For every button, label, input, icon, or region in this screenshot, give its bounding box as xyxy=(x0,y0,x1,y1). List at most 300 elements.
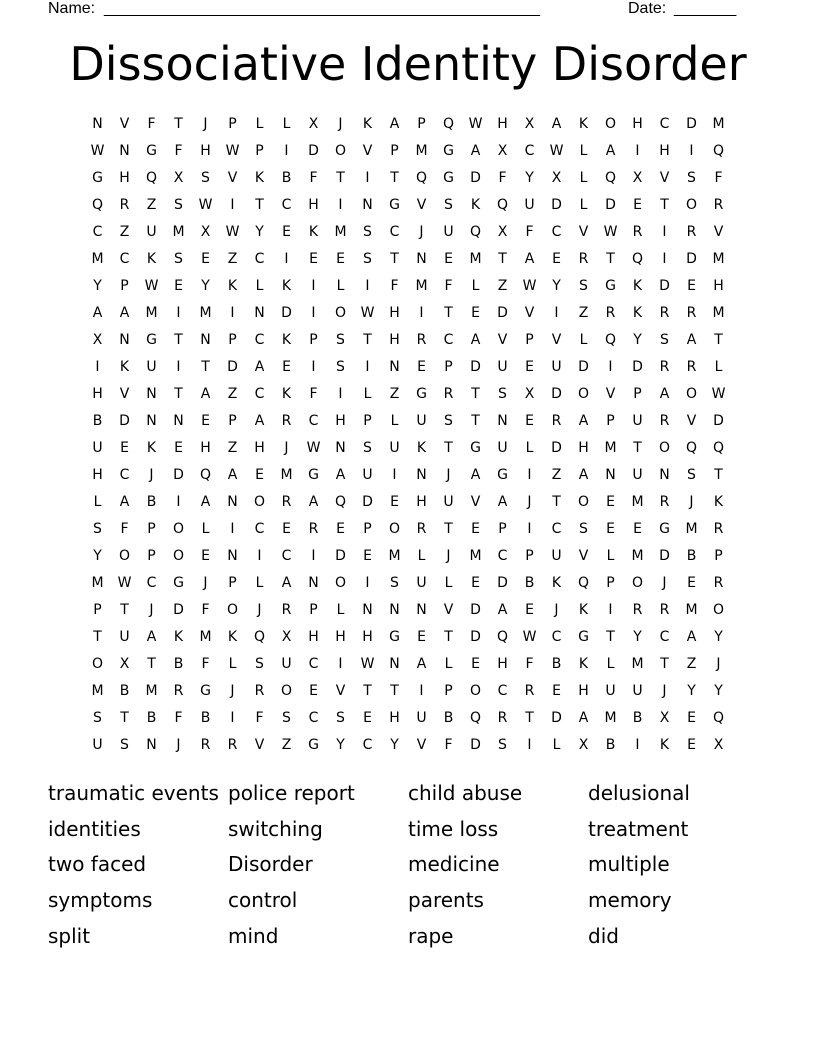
grid-letter[interactable]: S xyxy=(444,197,453,213)
grid-letter[interactable]: R xyxy=(497,710,508,726)
grid-letter[interactable]: L xyxy=(444,575,453,591)
grid-letter[interactable]: C xyxy=(92,224,103,240)
grid-letter[interactable]: Y xyxy=(93,548,102,564)
grid-letter[interactable]: P xyxy=(714,548,723,564)
grid-letter[interactable]: Y xyxy=(714,683,723,699)
grid-letter[interactable]: J xyxy=(716,656,721,672)
name-field[interactable]: _________________________________________________ xyxy=(104,0,541,17)
grid-letter[interactable]: D xyxy=(659,278,670,294)
grid-letter[interactable]: D xyxy=(173,602,184,618)
grid-letter[interactable]: R xyxy=(281,494,292,510)
grid-letter[interactable]: F xyxy=(498,170,507,186)
grid-letter[interactable]: I xyxy=(230,305,235,321)
grid-letter[interactable]: T xyxy=(444,629,453,645)
grid-letter[interactable]: T xyxy=(660,197,669,213)
grid-letter[interactable]: D xyxy=(551,197,562,213)
grid-letter[interactable]: I xyxy=(635,143,640,159)
grid-letter[interactable]: H xyxy=(578,440,589,456)
grid-letter[interactable]: I xyxy=(662,251,667,267)
grid-letter[interactable]: G xyxy=(443,170,454,186)
grid-letter[interactable]: Y xyxy=(552,278,561,294)
grid-letter[interactable]: U xyxy=(605,683,616,699)
grid-letter[interactable]: S xyxy=(336,332,345,348)
grid-letter[interactable]: T xyxy=(444,521,453,537)
grid-letter[interactable]: Q xyxy=(685,440,698,456)
grid-letter[interactable]: G xyxy=(416,386,427,402)
grid-letter[interactable]: Q xyxy=(604,332,617,348)
grid-letter[interactable]: V xyxy=(470,494,481,510)
grid-letter[interactable]: F xyxy=(255,710,264,726)
grid-letter[interactable]: Z xyxy=(686,656,697,672)
grid-letter[interactable]: J xyxy=(689,494,694,510)
grid-letter[interactable]: G xyxy=(605,278,616,294)
grid-letter[interactable]: Q xyxy=(199,467,212,483)
grid-letter[interactable]: L xyxy=(579,170,588,186)
grid-letter[interactable]: Q xyxy=(145,170,158,186)
grid-letter[interactable]: M xyxy=(469,251,482,267)
grid-letter[interactable]: C xyxy=(551,629,562,645)
grid-letter[interactable]: M xyxy=(415,278,428,294)
grid-letter[interactable]: S xyxy=(579,278,588,294)
grid-letter[interactable]: E xyxy=(336,521,345,537)
grid-letter[interactable]: Q xyxy=(496,197,509,213)
grid-letter[interactable]: N xyxy=(227,494,238,510)
grid-letter[interactable]: Y xyxy=(255,224,264,240)
grid-letter[interactable]: U xyxy=(443,494,454,510)
grid-letter[interactable]: S xyxy=(363,224,372,240)
grid-letter[interactable]: D xyxy=(362,494,373,510)
grid-letter[interactable]: T xyxy=(120,602,129,618)
grid-letter[interactable]: D xyxy=(119,413,130,429)
grid-letter[interactable]: D xyxy=(551,386,562,402)
grid-letter[interactable]: U xyxy=(416,575,427,591)
grid-letter[interactable]: P xyxy=(606,575,615,591)
grid-letter[interactable]: K xyxy=(308,224,319,240)
grid-letter[interactable]: V xyxy=(362,143,373,159)
grid-letter[interactable]: R xyxy=(416,332,427,348)
grid-letter[interactable]: U xyxy=(551,359,562,375)
grid-letter[interactable]: C xyxy=(659,116,670,132)
grid-letter[interactable]: O xyxy=(334,143,347,159)
grid-letter[interactable]: M xyxy=(685,521,698,537)
grid-letter[interactable]: P xyxy=(309,332,318,348)
grid-letter[interactable]: U xyxy=(443,224,454,240)
grid-letter[interactable]: E xyxy=(552,683,561,699)
grid-letter[interactable]: I xyxy=(176,305,181,321)
grid-letter[interactable]: U xyxy=(632,413,643,429)
grid-letter[interactable]: T xyxy=(174,116,183,132)
grid-letter[interactable]: K xyxy=(281,278,292,294)
grid-letter[interactable]: P xyxy=(363,521,372,537)
grid-letter[interactable]: K xyxy=(632,278,643,294)
grid-letter[interactable]: R xyxy=(443,386,454,402)
grid-letter[interactable]: X xyxy=(713,737,724,753)
grid-letter[interactable]: P xyxy=(147,548,156,564)
grid-letter[interactable]: B xyxy=(281,170,292,186)
grid-letter[interactable]: A xyxy=(578,467,589,483)
grid-letter[interactable]: Y xyxy=(93,278,102,294)
grid-letter[interactable]: W xyxy=(225,224,240,240)
grid-letter[interactable]: Q xyxy=(442,116,455,132)
grid-letter[interactable]: X xyxy=(119,656,130,672)
grid-letter[interactable]: Z xyxy=(389,386,400,402)
grid-letter[interactable]: D xyxy=(173,467,184,483)
grid-letter[interactable]: T xyxy=(714,332,723,348)
grid-letter[interactable]: R xyxy=(281,602,292,618)
grid-letter[interactable]: K xyxy=(173,629,184,645)
grid-letter[interactable]: G xyxy=(659,521,670,537)
grid-letter[interactable]: O xyxy=(334,575,347,591)
grid-letter[interactable]: B xyxy=(92,413,103,429)
grid-letter[interactable]: N xyxy=(362,602,373,618)
grid-letter[interactable]: J xyxy=(527,494,532,510)
grid-letter[interactable]: N xyxy=(119,332,130,348)
grid-letter[interactable]: G xyxy=(497,467,508,483)
grid-letter[interactable]: L xyxy=(471,278,480,294)
grid-letter[interactable]: C xyxy=(308,656,319,672)
grid-letter[interactable]: E xyxy=(606,521,615,537)
grid-letter[interactable]: P xyxy=(228,332,237,348)
grid-letter[interactable]: L xyxy=(444,656,453,672)
grid-letter[interactable]: R xyxy=(713,197,724,213)
grid-letter[interactable]: R xyxy=(713,521,724,537)
grid-letter[interactable]: F xyxy=(147,116,156,132)
grid-letter[interactable]: X xyxy=(92,332,103,348)
grid-letter[interactable]: W xyxy=(360,656,375,672)
grid-letter[interactable]: H xyxy=(632,116,643,132)
grid-letter[interactable]: U xyxy=(92,440,103,456)
grid-letter[interactable]: W xyxy=(306,440,321,456)
grid-letter[interactable]: O xyxy=(172,521,185,537)
grid-letter[interactable]: C xyxy=(119,251,130,267)
grid-letter[interactable]: E xyxy=(390,494,399,510)
grid-letter[interactable]: N xyxy=(389,602,400,618)
grid-letter[interactable]: Z xyxy=(281,737,292,753)
grid-letter[interactable]: U xyxy=(146,224,157,240)
grid-letter[interactable]: J xyxy=(446,467,451,483)
grid-letter[interactable]: E xyxy=(174,440,183,456)
grid-letter[interactable]: J xyxy=(176,737,181,753)
grid-letter[interactable]: T xyxy=(174,386,183,402)
grid-letter[interactable]: R xyxy=(308,521,319,537)
grid-letter[interactable]: C xyxy=(281,197,292,213)
grid-letter[interactable]: E xyxy=(471,305,480,321)
grid-letter[interactable]: A xyxy=(497,602,508,618)
grid-letter[interactable]: F xyxy=(444,278,453,294)
grid-letter[interactable]: A xyxy=(92,305,103,321)
grid-letter[interactable]: V xyxy=(578,548,589,564)
grid-letter[interactable]: V xyxy=(605,386,616,402)
grid-letter[interactable]: R xyxy=(686,359,697,375)
grid-letter[interactable]: C xyxy=(254,251,265,267)
grid-letter[interactable]: K xyxy=(659,737,670,753)
grid-letter[interactable]: Y xyxy=(390,737,399,753)
grid-letter[interactable]: A xyxy=(200,386,211,402)
grid-letter[interactable]: N xyxy=(362,197,373,213)
grid-letter[interactable]: I xyxy=(257,548,262,564)
grid-letter[interactable]: L xyxy=(390,413,399,429)
grid-letter[interactable]: N xyxy=(416,251,427,267)
grid-letter[interactable]: I xyxy=(419,305,424,321)
grid-letter[interactable]: A xyxy=(578,710,589,726)
grid-letter[interactable]: H xyxy=(308,197,319,213)
grid-letter[interactable]: I xyxy=(527,521,532,537)
grid-letter[interactable]: L xyxy=(606,656,615,672)
grid-letter[interactable]: Y xyxy=(633,332,642,348)
grid-letter[interactable]: J xyxy=(230,683,235,699)
grid-letter[interactable]: E xyxy=(525,359,534,375)
grid-letter[interactable]: E xyxy=(687,575,696,591)
grid-letter[interactable]: K xyxy=(713,494,724,510)
grid-letter[interactable]: R xyxy=(713,575,724,591)
grid-letter[interactable]: V xyxy=(686,413,697,429)
grid-letter[interactable]: D xyxy=(497,305,508,321)
grid-letter[interactable]: Y xyxy=(525,170,534,186)
grid-letter[interactable]: M xyxy=(145,305,158,321)
grid-letter[interactable]: D xyxy=(605,197,616,213)
grid-letter[interactable]: P xyxy=(633,386,642,402)
grid-letter[interactable]: W xyxy=(198,197,213,213)
grid-letter[interactable]: P xyxy=(606,413,615,429)
grid-letter[interactable]: X xyxy=(281,629,292,645)
grid-letter[interactable]: I xyxy=(365,359,370,375)
grid-letter[interactable]: A xyxy=(254,413,265,429)
grid-letter[interactable]: S xyxy=(390,575,399,591)
grid-letter[interactable]: D xyxy=(551,710,562,726)
grid-letter[interactable]: T xyxy=(363,683,372,699)
grid-letter[interactable]: A xyxy=(119,494,130,510)
grid-letter[interactable]: I xyxy=(527,737,532,753)
grid-letter[interactable]: I xyxy=(284,143,289,159)
grid-letter[interactable]: J xyxy=(338,116,343,132)
grid-letter[interactable]: M xyxy=(631,494,644,510)
grid-letter[interactable]: C xyxy=(551,224,562,240)
grid-letter[interactable]: P xyxy=(228,413,237,429)
grid-letter[interactable]: F xyxy=(201,602,210,618)
grid-letter[interactable]: L xyxy=(579,143,588,159)
grid-letter[interactable]: V xyxy=(416,197,427,213)
grid-letter[interactable]: D xyxy=(551,440,562,456)
grid-letter[interactable]: R xyxy=(119,197,130,213)
grid-letter[interactable]: E xyxy=(633,521,642,537)
grid-letter[interactable]: V xyxy=(443,602,454,618)
grid-letter[interactable]: U xyxy=(416,710,427,726)
grid-letter[interactable]: E xyxy=(201,413,210,429)
grid-letter[interactable]: K xyxy=(281,386,292,402)
grid-letter[interactable]: E xyxy=(282,224,291,240)
grid-letter[interactable]: C xyxy=(254,386,265,402)
grid-letter[interactable]: D xyxy=(470,359,481,375)
grid-letter[interactable]: I xyxy=(365,278,370,294)
grid-letter[interactable]: Q xyxy=(712,143,725,159)
grid-letter[interactable]: K xyxy=(281,332,292,348)
grid-letter[interactable]: V xyxy=(119,116,130,132)
grid-letter[interactable]: X xyxy=(173,170,184,186)
grid-letter[interactable]: A xyxy=(146,629,157,645)
grid-letter[interactable]: I xyxy=(230,197,235,213)
grid-letter[interactable]: K xyxy=(416,440,427,456)
grid-letter[interactable]: L xyxy=(228,656,237,672)
grid-letter[interactable]: Q xyxy=(577,575,590,591)
grid-letter[interactable]: T xyxy=(498,251,507,267)
grid-letter[interactable]: G xyxy=(308,737,319,753)
grid-letter[interactable]: Z xyxy=(227,386,238,402)
grid-letter[interactable]: Q xyxy=(415,170,428,186)
grid-letter[interactable]: R xyxy=(254,683,265,699)
grid-letter[interactable]: H xyxy=(119,170,130,186)
grid-letter[interactable]: D xyxy=(578,359,589,375)
grid-letter[interactable]: C xyxy=(119,467,130,483)
grid-letter[interactable]: Q xyxy=(469,224,482,240)
grid-letter[interactable]: U xyxy=(497,359,508,375)
grid-letter[interactable]: D xyxy=(713,413,724,429)
grid-letter[interactable]: P xyxy=(498,521,507,537)
grid-letter[interactable]: G xyxy=(578,629,589,645)
grid-letter[interactable]: U xyxy=(551,548,562,564)
grid-letter[interactable]: A xyxy=(254,359,265,375)
grid-letter[interactable]: G xyxy=(92,170,103,186)
grid-letter[interactable]: R xyxy=(605,305,616,321)
grid-letter[interactable]: J xyxy=(203,116,208,132)
grid-letter[interactable]: N xyxy=(146,737,157,753)
grid-letter[interactable]: M xyxy=(712,251,725,267)
grid-letter[interactable]: H xyxy=(254,440,265,456)
grid-letter[interactable]: S xyxy=(498,737,507,753)
grid-letter[interactable]: S xyxy=(336,710,345,726)
grid-letter[interactable]: P xyxy=(228,575,237,591)
grid-letter[interactable]: L xyxy=(552,737,561,753)
grid-letter[interactable]: D xyxy=(470,629,481,645)
grid-letter[interactable]: M xyxy=(685,602,698,618)
grid-letter[interactable]: U xyxy=(146,359,157,375)
grid-letter[interactable]: H xyxy=(362,629,373,645)
grid-letter[interactable]: O xyxy=(226,602,239,618)
grid-letter[interactable]: S xyxy=(363,251,372,267)
grid-letter[interactable]: G xyxy=(308,467,319,483)
grid-letter[interactable]: S xyxy=(363,440,372,456)
grid-letter[interactable]: E xyxy=(525,413,534,429)
grid-letter[interactable]: K xyxy=(578,116,589,132)
grid-letter[interactable]: E xyxy=(363,548,372,564)
grid-letter[interactable]: M xyxy=(631,656,644,672)
grid-letter[interactable]: U xyxy=(524,197,535,213)
grid-letter[interactable]: P xyxy=(120,278,129,294)
grid-letter[interactable]: H xyxy=(416,494,427,510)
grid-letter[interactable]: O xyxy=(172,548,185,564)
grid-letter[interactable]: B xyxy=(632,710,643,726)
grid-letter[interactable]: E xyxy=(363,710,372,726)
grid-letter[interactable]: P xyxy=(525,332,534,348)
grid-letter[interactable]: O xyxy=(280,683,293,699)
grid-letter[interactable]: F xyxy=(525,224,534,240)
grid-letter[interactable]: N xyxy=(416,467,427,483)
grid-letter[interactable]: S xyxy=(579,521,588,537)
grid-letter[interactable]: U xyxy=(632,683,643,699)
grid-letter[interactable]: H xyxy=(200,440,211,456)
grid-letter[interactable]: M xyxy=(415,143,428,159)
grid-letter[interactable]: R xyxy=(551,413,562,429)
grid-letter[interactable]: E xyxy=(120,440,129,456)
grid-letter[interactable]: F xyxy=(174,143,183,159)
grid-letter[interactable]: M xyxy=(334,224,347,240)
grid-letter[interactable]: B xyxy=(605,737,616,753)
grid-letter[interactable]: N xyxy=(146,413,157,429)
grid-letter[interactable]: S xyxy=(660,332,669,348)
grid-letter[interactable]: S xyxy=(93,710,102,726)
grid-letter[interactable]: P xyxy=(417,116,426,132)
grid-letter[interactable]: H xyxy=(335,629,346,645)
grid-letter[interactable]: X xyxy=(632,170,643,186)
grid-letter[interactable]: H xyxy=(389,305,400,321)
grid-letter[interactable]: K xyxy=(470,197,481,213)
grid-letter[interactable]: I xyxy=(608,602,613,618)
grid-letter[interactable]: R xyxy=(632,224,643,240)
grid-letter[interactable]: U xyxy=(362,467,373,483)
grid-letter[interactable]: M xyxy=(91,575,104,591)
grid-letter[interactable]: T xyxy=(633,440,642,456)
grid-letter[interactable]: W xyxy=(522,629,537,645)
grid-letter[interactable]: V xyxy=(227,170,238,186)
grid-letter[interactable]: T xyxy=(336,170,345,186)
grid-letter[interactable]: N xyxy=(659,467,670,483)
grid-letter[interactable]: T xyxy=(660,656,669,672)
grid-letter[interactable]: E xyxy=(471,656,480,672)
grid-letter[interactable]: C xyxy=(659,629,670,645)
grid-letter[interactable]: J xyxy=(284,440,289,456)
grid-letter[interactable]: C xyxy=(497,683,508,699)
grid-letter[interactable]: T xyxy=(93,629,102,645)
grid-letter[interactable]: Y xyxy=(633,629,642,645)
grid-letter[interactable]: P xyxy=(363,413,372,429)
grid-letter[interactable]: X xyxy=(497,224,508,240)
grid-letter[interactable]: T xyxy=(552,494,561,510)
grid-letter[interactable]: I xyxy=(635,737,640,753)
grid-letter[interactable]: M xyxy=(280,467,293,483)
grid-letter[interactable]: E xyxy=(633,197,642,213)
grid-letter[interactable]: N xyxy=(416,602,427,618)
grid-letter[interactable]: B xyxy=(146,494,157,510)
grid-letter[interactable]: K xyxy=(578,656,589,672)
grid-letter[interactable]: M xyxy=(604,710,617,726)
grid-letter[interactable]: G xyxy=(173,575,184,591)
grid-letter[interactable]: M xyxy=(604,440,617,456)
grid-letter[interactable]: H xyxy=(389,710,400,726)
grid-letter[interactable]: I xyxy=(365,575,370,591)
grid-letter[interactable]: W xyxy=(549,143,564,159)
grid-letter[interactable]: G xyxy=(146,332,157,348)
grid-letter[interactable]: A xyxy=(605,143,616,159)
grid-letter[interactable]: A xyxy=(578,413,589,429)
grid-letter[interactable]: M xyxy=(469,548,482,564)
grid-letter[interactable]: D xyxy=(308,143,319,159)
grid-letter[interactable]: P xyxy=(444,359,453,375)
grid-letter[interactable]: J xyxy=(257,602,262,618)
grid-letter[interactable]: X xyxy=(524,116,535,132)
grid-letter[interactable]: J xyxy=(203,575,208,591)
grid-letter[interactable]: E xyxy=(525,602,534,618)
grid-letter[interactable]: F xyxy=(174,710,183,726)
grid-letter[interactable]: X xyxy=(308,116,319,132)
grid-letter[interactable]: P xyxy=(228,116,237,132)
grid-letter[interactable]: B xyxy=(551,656,562,672)
grid-letter[interactable]: A xyxy=(470,332,481,348)
grid-letter[interactable]: H xyxy=(389,332,400,348)
grid-letter[interactable]: E xyxy=(282,521,291,537)
grid-letter[interactable]: S xyxy=(174,197,183,213)
grid-letter[interactable]: Q xyxy=(712,440,725,456)
grid-letter[interactable]: O xyxy=(685,386,698,402)
grid-letter[interactable]: N xyxy=(254,305,265,321)
